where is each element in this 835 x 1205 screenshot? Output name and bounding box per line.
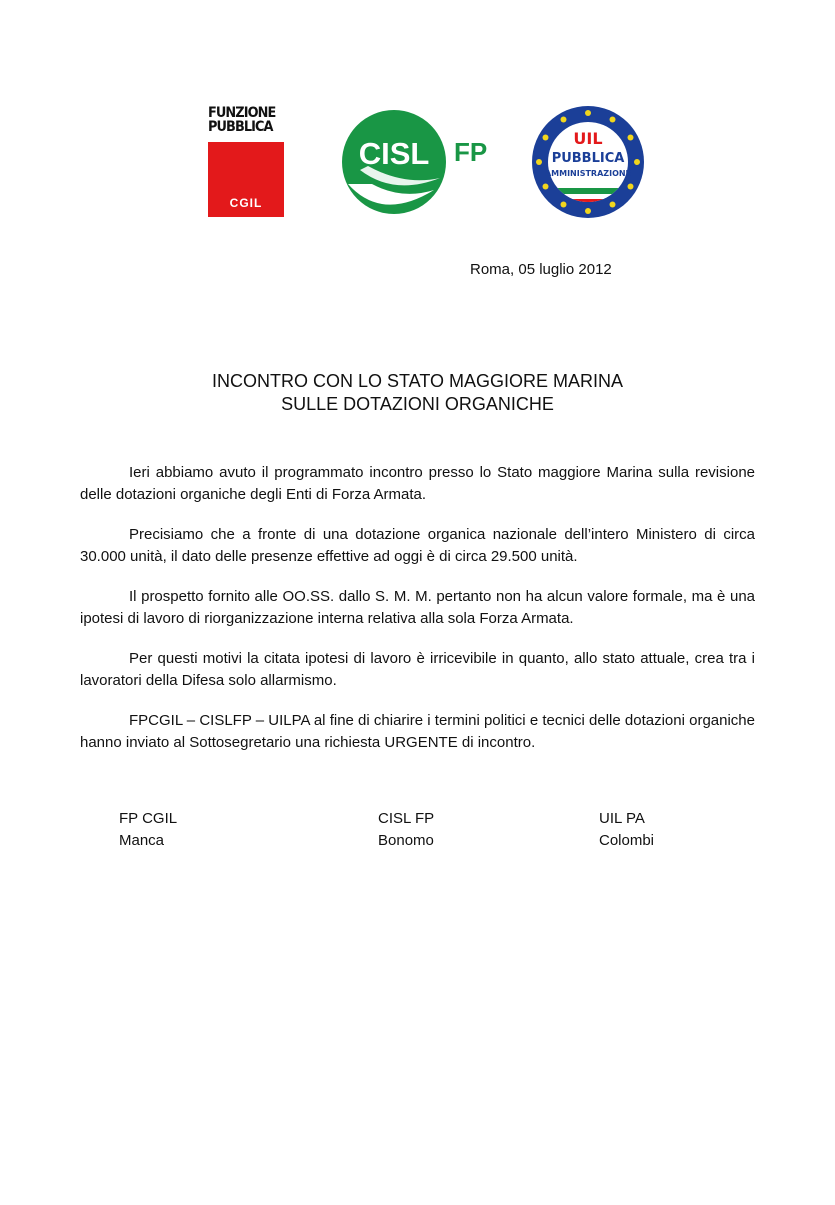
fp-logo-text: FP [454,137,488,167]
paragraph: Il prospetto fornito alle OO.SS. dallo S. M. M. pertanto non ha alcun valore formale, ma è una ipotesi di lavoro di riorganizzazione interna relativa alla sola Forza Armata. [80,588,755,627]
paragraph: FPCGIL – CISLFP – UILPA al fine di chiarire i termini politici e tecnici delle dotazioni organiche hanno inviato al Sottosegretario una richiesta URGENTE di incontro. [80,712,755,751]
signature-cisl-fp [378,808,434,852]
uil-logo-line2: AMMINISTRAZIONE [544,169,632,178]
signature-name: Colombi [599,832,655,849]
fp-cgil-red-box [208,142,284,217]
fp-cgil-logo-line2: PUBBLICA [208,119,273,135]
signature-org: UIL PA [599,810,645,827]
paragraph: Precisiamo che a fronte di una dotazione organica nazionale dell’intero Ministero di circa 30.000 unità, il dato delle presenze effettive ad oggi è di circa 29.500 unità. [80,526,755,565]
signature-name: Bonomo [378,832,434,849]
title-line-1: INCONTRO CON LO STATO MAGGIORE MARINA [211,371,624,391]
fp-cgil-logo-line1: FUNZIONE [208,105,276,121]
signature-fp-cgil [119,808,177,852]
paragraph: Ieri abbiamo avuto il programmato incontro presso lo Stato maggiore Marina sulla revisione delle dotazioni organiche degli Enti di Forza Armata. [80,464,755,503]
cisl-logo-text: CISL [358,136,430,171]
signature-uil-pa [599,808,654,852]
fp-cgil-logo [208,106,284,218]
signature-org: CISL FP [378,810,435,827]
signature-org: FP CGIL [119,810,178,827]
logo-strip [0,104,835,224]
document-title [0,370,835,416]
uil-pa-logo [530,104,646,220]
document-body [80,462,755,772]
signature-name: Manca [119,832,165,849]
document-date: Roma, 05 luglio 2012 [470,261,612,278]
title-line-2: SULLE DOTAZIONI ORGANICHE [281,394,554,414]
fp-cgil-logo-box-text: CGIL [229,196,263,210]
uil-logo-mark: UIL [573,129,603,148]
cisl-fp-logo [342,104,502,220]
paragraph: Per questi motivi la citata ipotesi di lavoro è irricevibile in quanto, allo stato attuale, crea tra i lavoratori della Difesa solo allarmismo. [80,650,755,689]
uil-logo-line1: PUBBLICA [551,151,625,166]
